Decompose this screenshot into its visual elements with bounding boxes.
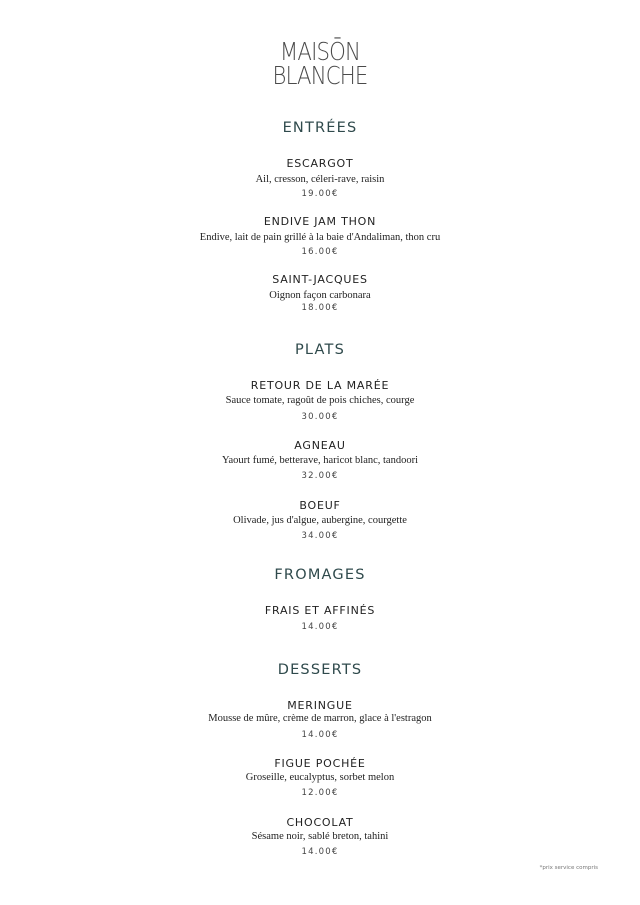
dish-price: 14.00€ [301,622,339,632]
dish-name: FRAIS ET AFFINÉS [264,604,376,617]
section-title-plats: PLATS [294,342,345,358]
dish-description: Ail, cresson, céleri-rave, raisin [255,174,385,185]
dish-name: RETOUR DE LA MARÉE [250,379,390,392]
dish-name: SAINT-JACQUES [272,273,368,286]
dish-description: Mousse de mûre, crème de marron, glace à l'estragon [208,713,432,724]
section-title-entrees: ENTRÉES [282,120,358,136]
dish-price: 14.00€ [301,730,339,740]
dish-description: Sésame noir, sablé breton, tahini [251,831,389,842]
dish-description: Endive, lait de pain grillé à la baie d'Andaliman, thon cru [199,232,441,243]
dish-price: 14.00€ [301,847,339,857]
dish-description: Olivade, jus d'algue, aubergine, courgette [233,515,407,526]
dish-price: 32.00€ [301,471,339,481]
section-title-fromages: FROMAGES [274,567,366,583]
section-title-desserts: DESSERTS [277,662,363,678]
logo-line-2: BLANCHE [272,61,368,90]
dish-price: 12.00€ [301,788,339,798]
dish-name: ENDIVE JAM THON [263,215,377,228]
dish-name: BOEUF [299,499,341,512]
dish-price: 19.00€ [301,189,339,199]
dish-name: MERINGUE [287,699,353,712]
dish-name: AGNEAU [294,439,346,452]
dish-name: ESCARGOT [286,157,354,170]
dish-description: Sauce tomate, ragoût de pois chiches, courge [225,395,415,406]
service-footnote: *prix service compris [539,865,598,871]
dish-price: 18.00€ [301,303,339,313]
dish-price: 30.00€ [301,412,339,422]
dish-name: CHOCOLAT [286,816,354,829]
logo-line-1: MAISŌN [279,37,361,66]
dish-price: 34.00€ [301,531,339,541]
dish-description: Yaourt fumé, betterave, haricot blanc, tandoori [221,455,419,466]
dish-description: Groseille, eucalyptus, sorbet melon [245,772,395,783]
restaurant-logo [0,37,640,90]
dish-name: FIGUE POCHÉE [274,757,366,770]
dish-price: 16.00€ [301,247,339,257]
dish-description: Oignon façon carbonara [269,290,371,301]
